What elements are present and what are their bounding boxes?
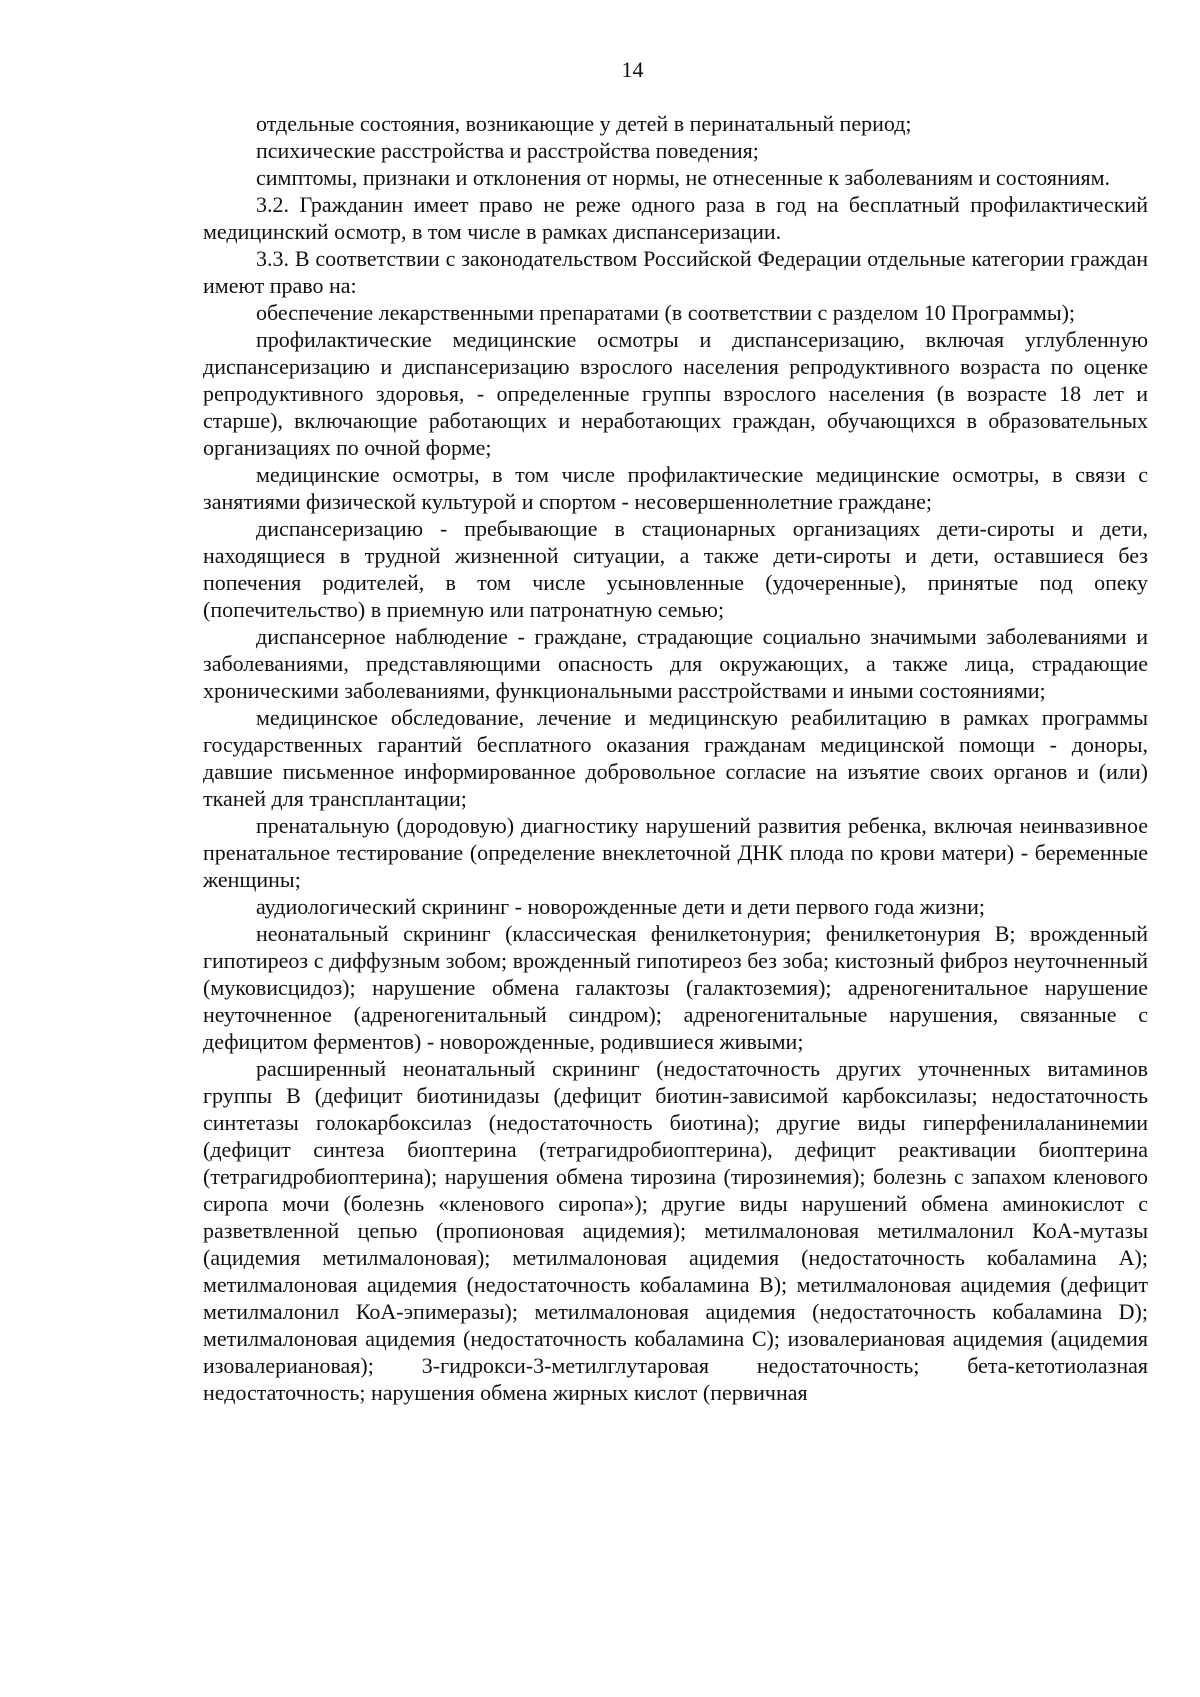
paragraph-donors: медицинское обследование, лечение и медицинскую реабилитацию в рамках программы государственных гарантий бесплатного оказания гражданам медицинской помощи - доноры, давшие письменное информированное добровольное согласие на изъятие своих органов и (или) тканей для трансплантации; bbox=[203, 705, 1148, 811]
paragraph-sports-exams: медицинские осмотры, в том числе профилактические медицинские осмотры, в связи с занятиями физической культурой и спортом - несовершеннолетние граждане; bbox=[203, 462, 1148, 514]
paragraph-preventive-exams: профилактические медицинские осмотры и диспансеризацию, включая углубленную диспансеризацию и диспансеризацию взрослого населения репродуктивного возраста по оценке репродуктивного здоровья, - определенные группы взрослого населения (в возрасте 18 лет и старше), включающие работающих и неработающих граждан, обучающихся в образовательных организациях по очной форме; bbox=[203, 327, 1148, 460]
paragraph-orphans-screening: диспансеризацию - пребывающие в стационарных организациях дети-сироты и дети, находящиеся в трудной жизненной ситуации, а также дети-сироты и дети, оставшиеся без попечения родителей, в том числе усыновленные (удочеренные), принятые под опеку (попечительство) в приемную или патронатную семью; bbox=[203, 516, 1148, 622]
paragraph-clause-3-3: 3.3. В соответствии с законодательством Российской Федерации отдельные категории граждан имеют право на: bbox=[203, 246, 1148, 298]
paragraph-mental-disorders: психические расстройства и расстройства поведения; bbox=[256, 138, 759, 163]
paragraph-dispensary-observation: диспансерное наблюдение - граждане, страдающие социально значимыми заболеваниями и заболеваниями, представляющими опасность для окружающих, а также лица, страдающие хроническими заболеваниями, функциональными расстройствами и иными состояниями; bbox=[203, 624, 1148, 703]
paragraph-clause-3-2: 3.2. Гражданин имеет право не реже одного раза в год на бесплатный профилактический медицинский осмотр, в том числе в рамках диспансеризации. bbox=[203, 192, 1148, 244]
paragraph-perinatal: отдельные состояния, возникающие у детей в перинатальный период; bbox=[256, 111, 912, 136]
paragraph-neonatal-screening: неонатальный скрининг (классическая фенилкетонурия; фенилкетонурия B; врожденный гипотиреоз с диффузным зобом; врожденный гипотиреоз без зоба; кистозный фиброз неуточненный (муковисцидоз); нарушение обмена галактозы (галактоземия); адреногенитальное нарушение неуточненное (адреногенитальный синдром); адреногенитальные нарушения, связанные с дефицитом ферментов) - новорожденные, родившиеся живыми; bbox=[203, 921, 1148, 1054]
paragraph-symptoms: симптомы, признаки и отклонения от нормы, не отнесенные к заболеваниям и состояниям. bbox=[256, 165, 1111, 190]
paragraph-medicines: обеспечение лекарственными препаратами (в соответствии с разделом 10 Программы); bbox=[256, 300, 1076, 325]
page-number: 14 bbox=[621, 57, 644, 82]
paragraph-extended-neonatal-screening: расширенный неонатальный скрининг (недостаточность других уточненных витаминов группы B (дефицит биотинидазы (дефицит биотин-зависимой карбоксилазы; недостаточность синтетазы голокарбоксилаз (недостаточность биотина); другие виды гиперфенилаланинемии (дефицит синтеза биоптерина (тетрагидробиоптерина), дефицит реактивации биоптерина (тетрагидробиоптерина); нарушения обмена тирозина (тирозинемия); болезнь с запахом кленового сиропа мочи (болезнь «кленового сиропа»); другие виды нарушений обмена аминокислот с разветвленной цепью (пропионовая ацидемия); метилмалоновая метилмалонил КоА-мутазы (ацидемия метилмалоновая); метилмалоновая ацидемия (недостаточность кобаламина A); метилмалоновая ацидемия (недостаточность кобаламина B); метилмалоновая ацидемия (дефицит метилмалонил КоА-эпимеразы); метилмалоновая ацидемия (недостаточность кобаламина D); метилмалоновая ацидемия (недостаточность кобаламина C); изовалериановая ацидемия (ацидемия изовалериановая); 3-гидрокси-3-метилглутаровая недостаточность; бета-кетотиолазная недостаточность; нарушения обмена жирных кислот (первичная bbox=[203, 1056, 1148, 1405]
body-text bbox=[203, 110, 1148, 1406]
paragraph-prenatal-diagnostics: пренатальную (дородовую) диагностику нарушений развития ребенка, включая неинвазивное пренатальное тестирование (определение внеклеточной ДНК плода по крови матери) - беременные женщины; bbox=[203, 813, 1148, 892]
paragraph-audiological-screening: аудиологический скрининг - новорожденные дети и дети первого года жизни; bbox=[256, 894, 986, 919]
